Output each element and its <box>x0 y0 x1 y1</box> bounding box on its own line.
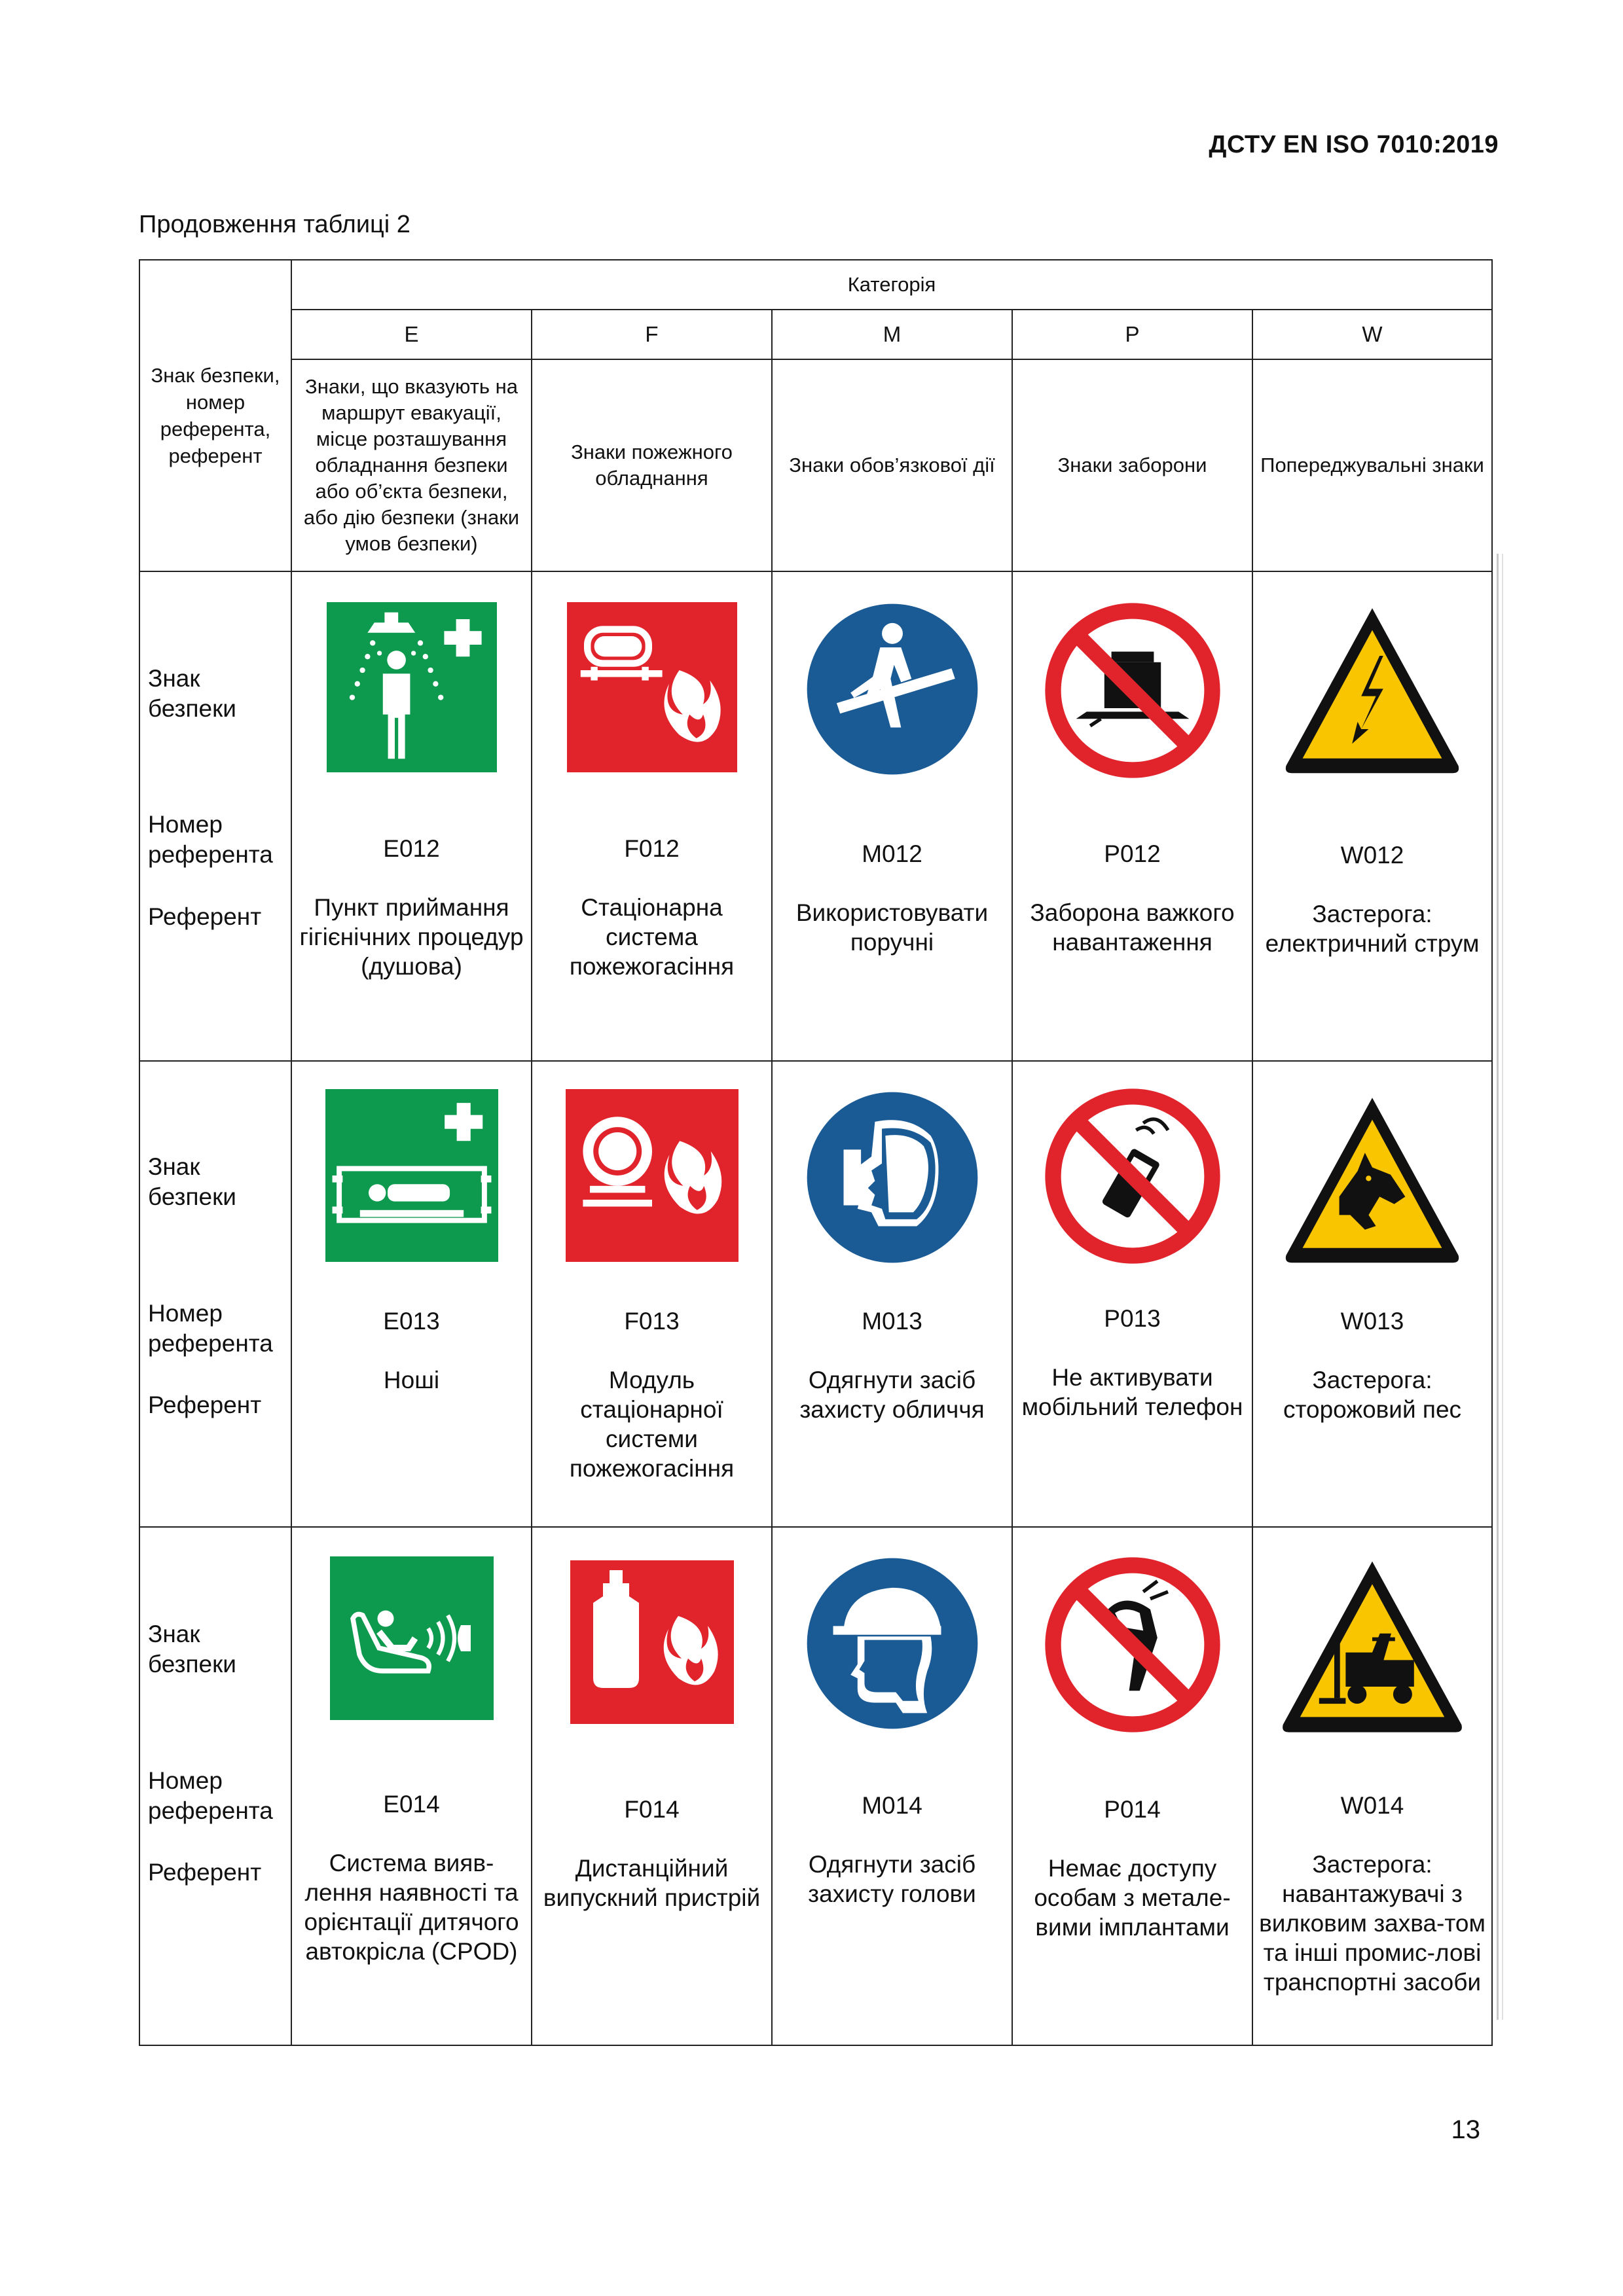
referent-text: Використовувати поручні <box>795 899 989 956</box>
referent-text: Не активувати мобільний телефон <box>1021 1364 1243 1420</box>
sign-cell-p014 <box>1012 1527 1252 2045</box>
table-row <box>139 1527 1492 2045</box>
face-shield-icon <box>805 1090 979 1265</box>
child-seat-detection-icon <box>330 1556 494 1720</box>
no-heavy-load-icon <box>1044 602 1221 779</box>
category-header: Категорія <box>291 260 1492 310</box>
table-caption: Продовження таблиці 2 <box>139 211 410 238</box>
referent-code: W014 <box>1340 1792 1404 1819</box>
referent-text: Застерога: сторожовий пес <box>1283 1367 1462 1423</box>
referent-code: W012 <box>1340 842 1404 869</box>
sign-cell-e013 <box>291 1061 532 1527</box>
referent-code: M012 <box>862 840 922 867</box>
label-referent: Референт <box>148 1859 262 1886</box>
sign-cell-p013 <box>1012 1061 1252 1527</box>
referent-text: Немає доступу особам з метале-вими імплантами <box>1034 1855 1231 1941</box>
no-mobile-phone-icon <box>1044 1088 1221 1265</box>
head-protection-icon <box>805 1556 979 1731</box>
standard-code: ДСТУ EN ISO 7010:2019 <box>1209 131 1499 158</box>
sign-cell-w014 <box>1252 1527 1492 2045</box>
category-letter-p: P <box>1012 310 1252 359</box>
margin-rule-secondary <box>1502 554 1503 2020</box>
category-letter-m: M <box>772 310 1012 359</box>
category-desc-w: Попереджувальні знаки <box>1252 359 1492 571</box>
referent-code: F014 <box>624 1796 680 1823</box>
table-row <box>139 1061 1492 1527</box>
row-labels <box>139 571 291 1061</box>
referent-text: Система вияв-лення наявності та орієнтації дитячого автокрісла (CPOD) <box>304 1850 519 1965</box>
referent-code: P013 <box>1104 1305 1161 1332</box>
referent-code: P014 <box>1104 1796 1161 1823</box>
sign-cell-m012 <box>772 571 1012 1061</box>
label-sign: Знак безпеки <box>148 1621 236 1677</box>
category-letter-e: E <box>291 310 532 359</box>
label-number: Номер референта <box>148 1767 273 1824</box>
remote-release-icon <box>570 1560 734 1724</box>
sign-cell-f014 <box>532 1527 772 2045</box>
referent-text: Одягнути засіб захисту обличчя <box>799 1367 985 1423</box>
referent-code: P012 <box>1104 840 1161 867</box>
referent-text: Пункт приймання гігієнічних процедур (душова) <box>299 894 524 980</box>
referent-text: Застерога: навантажувачі з вилковим захва-том та інші промис-лові транспортні засоби <box>1259 1851 1486 1996</box>
referent-text: Одягнути засіб захисту голови <box>808 1851 976 1907</box>
referent-code: W013 <box>1340 1308 1404 1335</box>
safety-shower-icon <box>327 602 497 772</box>
row-labels <box>139 1527 291 2045</box>
label-referent: Референт <box>148 1391 262 1418</box>
category-letter-w: W <box>1252 310 1492 359</box>
sign-cell-w013 <box>1252 1061 1492 1527</box>
row-labels <box>139 1061 291 1527</box>
stretcher-icon <box>325 1089 498 1262</box>
referent-code: F013 <box>624 1308 680 1335</box>
referent-code: M013 <box>862 1308 922 1335</box>
page-number: 13 <box>1451 2115 1480 2144</box>
sign-cell-f013 <box>532 1061 772 1527</box>
sign-cell-w012 <box>1252 571 1492 1061</box>
electricity-warning-icon <box>1281 601 1464 784</box>
category-desc-e: Знаки, що вказують на маршрут евакуації, місце розташування обладнання безпеки або об’єкта безпеки, або дію безпеки (знаки умов безпеки) <box>291 359 532 571</box>
referent-text: Модуль стаціонарної системи пожежогасіння <box>569 1367 735 1482</box>
referent-text: Застерога: електричний струм <box>1265 901 1480 957</box>
label-sign: Знак безпеки <box>148 665 236 722</box>
safety-signs-table <box>139 259 1493 2046</box>
fire-system-module-icon <box>566 1089 739 1262</box>
referent-text: Дистанційний випускний пристрій <box>543 1855 761 1911</box>
sign-cell-p012 <box>1012 571 1252 1061</box>
sign-cell-e014 <box>291 1527 532 2045</box>
no-metal-implants-icon <box>1044 1556 1221 1733</box>
sign-cell-m013 <box>772 1061 1012 1527</box>
referent-code: E014 <box>383 1791 440 1818</box>
category-desc-p: Знаки заборони <box>1012 359 1252 571</box>
table-row <box>139 571 1492 1061</box>
label-number: Номер референта <box>148 811 273 868</box>
sign-cell-e012 <box>291 571 532 1061</box>
use-handrail-icon <box>805 602 979 776</box>
margin-rule <box>1497 554 1499 2020</box>
referent-text: Ноші <box>383 1367 440 1393</box>
label-referent: Референт <box>148 903 262 930</box>
fixed-fire-system-icon <box>567 602 737 772</box>
forklift-warning-icon <box>1277 1554 1467 1744</box>
referent-text: Заборона важкого навантаження <box>1030 899 1235 956</box>
category-letter-f: F <box>532 310 772 359</box>
label-number: Номер референта <box>148 1300 273 1357</box>
referent-code: F012 <box>624 835 680 862</box>
sign-cell-f012 <box>532 571 772 1061</box>
category-desc-m: Знаки обов’язкової дії <box>772 359 1012 571</box>
referent-code: M014 <box>862 1792 922 1819</box>
referent-code: E012 <box>383 835 440 862</box>
sign-cell-m014 <box>772 1527 1012 2045</box>
guard-dog-warning-icon <box>1281 1090 1464 1274</box>
left-header: Знак безпеки, номер референта, референт <box>139 260 291 571</box>
referent-code: E013 <box>383 1308 440 1335</box>
referent-text: Стаціонарна система пожежогасіння <box>569 894 735 980</box>
category-desc-f: Знаки пожежного обладнання <box>532 359 772 571</box>
label-sign: Знак безпеки <box>148 1153 236 1210</box>
